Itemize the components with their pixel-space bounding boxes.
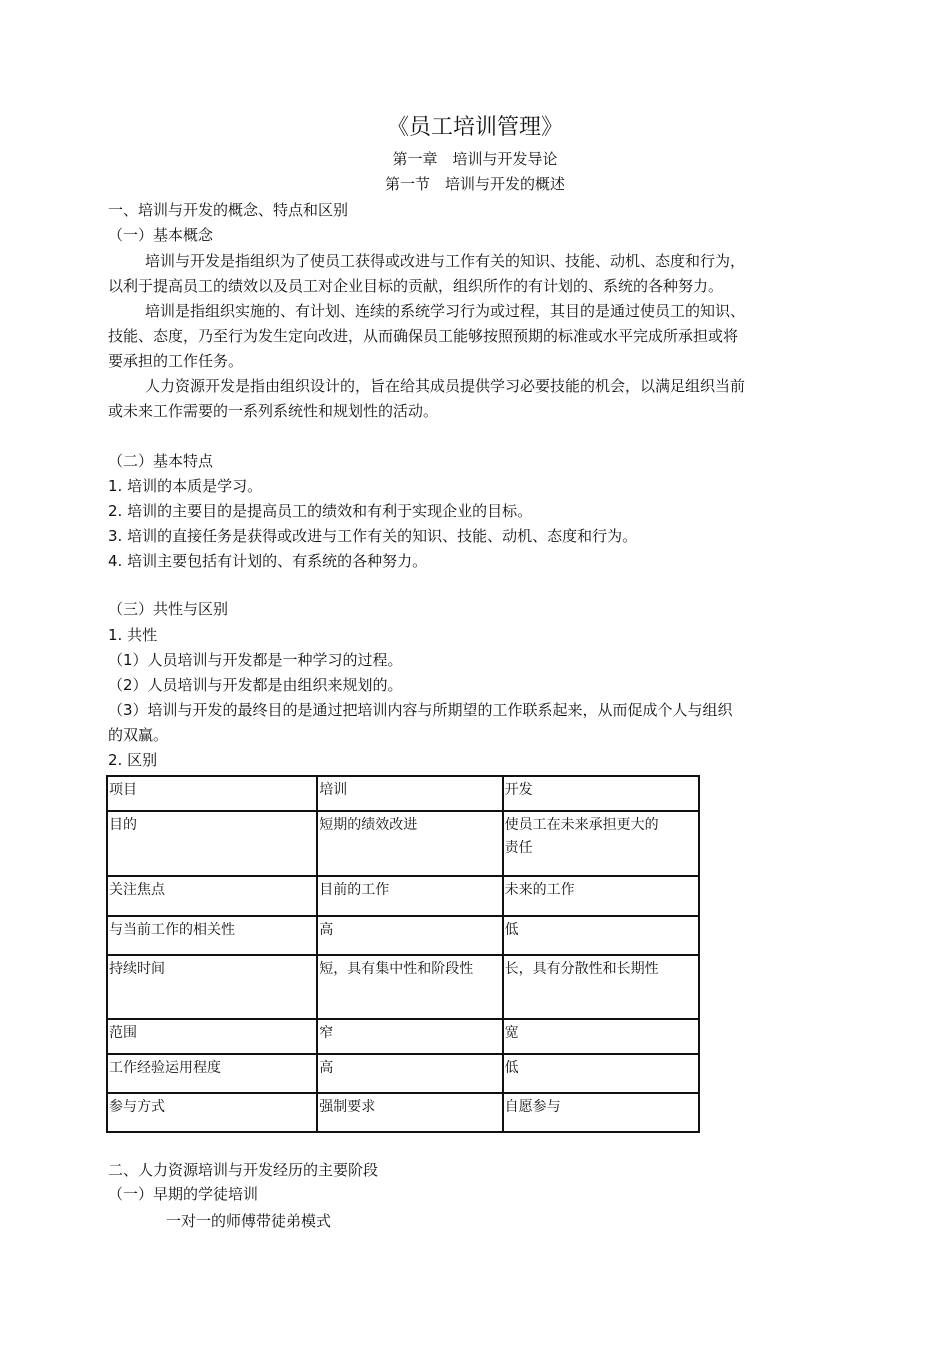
feature-item: 2. 培训的主要目的是提高员工的绩效和有利于实现企业的目标。 <box>108 502 533 520</box>
table-cell: 高 <box>317 1054 502 1093</box>
table-cell: 目的 <box>107 811 317 876</box>
common-item: （2）人员培训与开发都是由组织来规划的。 <box>108 676 403 694</box>
table-cell: 开发 <box>503 776 699 811</box>
paragraph-1-line-2: 以利于提高员工的绩效以及员工对企业目标的贡献，组织所作的有计划的、系统的各种努力。 <box>108 277 724 295</box>
subheading-common-diff: （三）共性与区别 <box>108 600 229 618</box>
table-cell: 工作经验运用程度 <box>107 1054 317 1093</box>
paragraph-2-line-2: 技能、态度，乃至行为发生定向改进，从而确保员工能够按照预期的标准或水平完成所承担或将 <box>108 327 739 345</box>
common-item-continued: 的双赢。 <box>108 726 169 744</box>
table-cell: 长，具有分散性和长期性 <box>503 955 699 1019</box>
table-cell: 强制要求 <box>317 1093 502 1132</box>
table-cell: 项目 <box>107 776 317 811</box>
document-title: 《员工培训管理》 <box>386 115 563 140</box>
paragraph-2-line-1: 培训是指组织实施的、有计划、连续的系统学习行为或过程，其目的是通过使员工的知识、 <box>145 302 746 320</box>
paragraph-3-line-1: 人力资源开发是指由组织设计的，旨在给其成员提供学习必要技能的机会，以满足组织当前 <box>145 377 746 395</box>
common-heading: 1. 共性 <box>108 626 158 644</box>
heading-2: 二、人力资源培训与开发经历的主要阶段 <box>108 1161 379 1179</box>
table-row <box>107 1093 699 1132</box>
common-item: （1）人员培训与开发都是一种学习的过程。 <box>108 651 403 669</box>
table-cell: 低 <box>503 916 699 955</box>
paragraph-1-line-1: 培训与开发是指组织为了使员工获得或改进与工作有关的知识、技能、动机、态度和行为， <box>145 252 746 270</box>
common-item: （3）培训与开发的最终目的是通过把培训内容与所期望的工作联系起来，从而促成个人与组织 <box>108 701 733 719</box>
table-row <box>107 955 699 1019</box>
feature-item: 1. 培训的本质是学习。 <box>108 477 263 495</box>
table-cell: 高 <box>317 916 502 955</box>
table-row <box>107 776 699 811</box>
table-cell: 目前的工作 <box>317 876 502 916</box>
feature-item: 4. 培训主要包括有计划的、有系统的各种努力。 <box>108 552 428 570</box>
difference-table <box>106 775 700 1133</box>
table-cell: 范围 <box>107 1019 317 1054</box>
table-cell: 未来的工作 <box>503 876 699 916</box>
chapter-heading: 第一章 培训与开发导论 <box>392 150 558 168</box>
table-cell: 短，具有集中性和阶段性 <box>317 955 502 1019</box>
table-cell: 参与方式 <box>107 1093 317 1132</box>
table-row <box>107 916 699 955</box>
table-row <box>107 1019 699 1054</box>
table-cell: 短期的绩效改进 <box>317 811 502 876</box>
table-cell: 低 <box>503 1054 699 1093</box>
table-cell: 与当前工作的相关性 <box>107 916 317 955</box>
table-cell: 关注焦点 <box>107 876 317 916</box>
table-cell: 培训 <box>317 776 502 811</box>
difference-heading: 2. 区别 <box>108 751 158 769</box>
paragraph-2-line-3: 要承担的工作任务。 <box>108 352 244 370</box>
table-cell: 宽 <box>503 1019 699 1054</box>
table-row <box>107 1054 699 1093</box>
feature-item: 3. 培训的直接任务是获得或改进与工作有关的知识、技能、动机、态度和行为。 <box>108 527 638 545</box>
table-cell: 自愿参与 <box>503 1093 699 1132</box>
paragraph-3-line-2: 或未来工作需要的一系列系统性和规划性的活动。 <box>108 402 439 420</box>
table-cell: 使员工在未来承担更大的责任 <box>503 811 699 876</box>
table-cell: 窄 <box>317 1019 502 1054</box>
apprentice-text: 一对一的师傅带徒弟模式 <box>166 1212 332 1230</box>
subheading-basic-concept: （一）基本概念 <box>108 226 214 244</box>
subheading-apprentice: （一）早期的学徒培训 <box>108 1185 259 1203</box>
subheading-features: （二）基本特点 <box>108 452 214 470</box>
table-row <box>107 876 699 916</box>
table-row <box>107 811 699 876</box>
table-cell: 持续时间 <box>107 955 317 1019</box>
heading-1: 一、培训与开发的概念、特点和区别 <box>108 201 349 219</box>
section-heading: 第一节 培训与开发的概述 <box>384 175 565 193</box>
